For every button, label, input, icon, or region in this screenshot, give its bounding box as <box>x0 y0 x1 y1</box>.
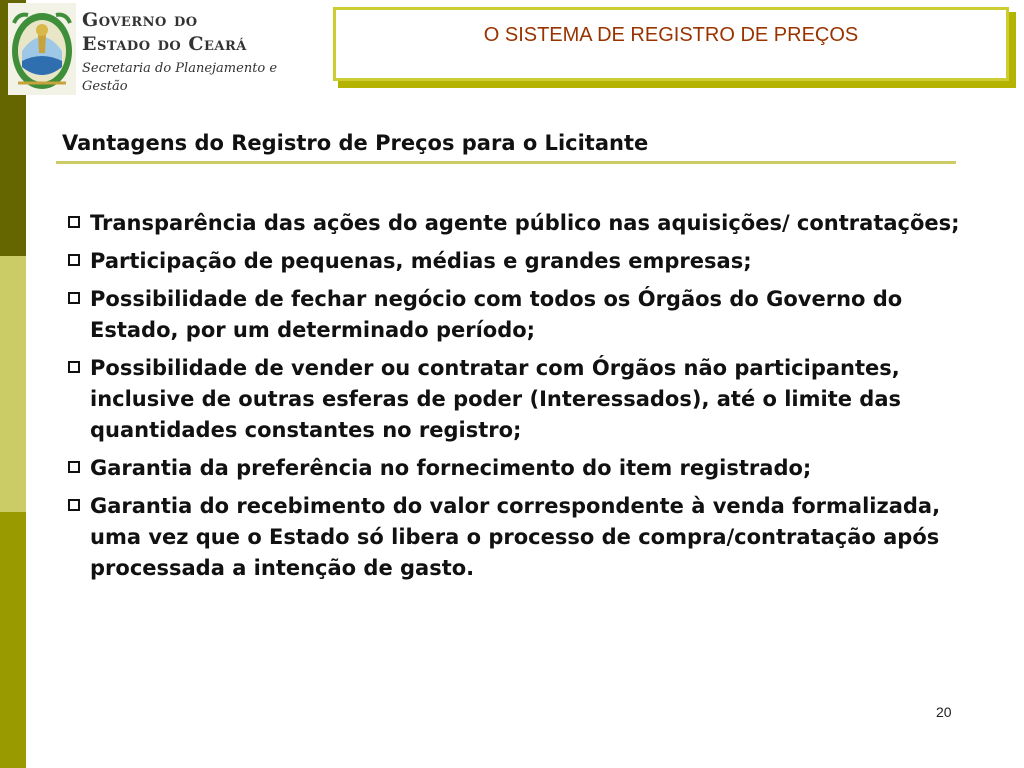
slide-title: O SISTEMA DE REGISTRO DE PREÇOS <box>483 24 859 46</box>
heading-underline <box>56 161 956 164</box>
list-item <box>66 453 996 484</box>
list-item-text: Possibilidade de fechar negócio com todos os Órgãos do Governo do Estado, por um determinado período; <box>90 287 903 342</box>
org-name-line2: Estado do Ceará <box>82 33 247 55</box>
square-bullet-icon <box>68 461 80 473</box>
organization-logo <box>8 3 298 95</box>
list-item-text: Transparência das ações do agente público nas aquisições/ contratações; <box>90 211 960 235</box>
list-item <box>66 246 996 277</box>
left-bar-segment-olive <box>0 512 26 768</box>
list-item-text: Garantia da preferência no fornecimento do item registrado; <box>90 456 812 480</box>
list-item <box>66 208 996 239</box>
section-heading: Vantagens do Registro de Preços para o Licitante <box>62 131 649 155</box>
square-bullet-icon <box>68 254 80 266</box>
left-decorative-bar <box>0 0 26 768</box>
square-bullet-icon <box>68 292 80 304</box>
list-item-text: Garantia do recebimento do valor correspondente à venda formalizada, uma vez que o Estado só libera o processo de compra/contratação após processada a intenção de gasto. <box>90 494 941 580</box>
ceara-state-seal-icon <box>8 3 76 95</box>
org-name-line1: Governo do <box>82 9 198 31</box>
title-box <box>333 7 1009 81</box>
list-item <box>66 491 996 584</box>
org-department-line2: Gestão <box>82 79 128 94</box>
left-bar-segment-light <box>0 256 26 512</box>
org-department-line1: Secretaria do Planejamento e <box>82 61 278 76</box>
page-number: 20 <box>936 704 952 720</box>
advantages-list <box>66 208 996 591</box>
list-item <box>66 284 996 346</box>
square-bullet-icon <box>68 361 80 373</box>
square-bullet-icon <box>68 216 80 228</box>
list-item <box>66 353 996 446</box>
square-bullet-icon <box>68 499 80 511</box>
list-item-text: Participação de pequenas, médias e grandes empresas; <box>90 249 752 273</box>
list-item-text: Possibilidade de vender ou contratar com Órgãos não participantes, inclusive de outras esferas de poder (Interessados), até o limite das quantidades constantes no registro; <box>90 356 902 442</box>
